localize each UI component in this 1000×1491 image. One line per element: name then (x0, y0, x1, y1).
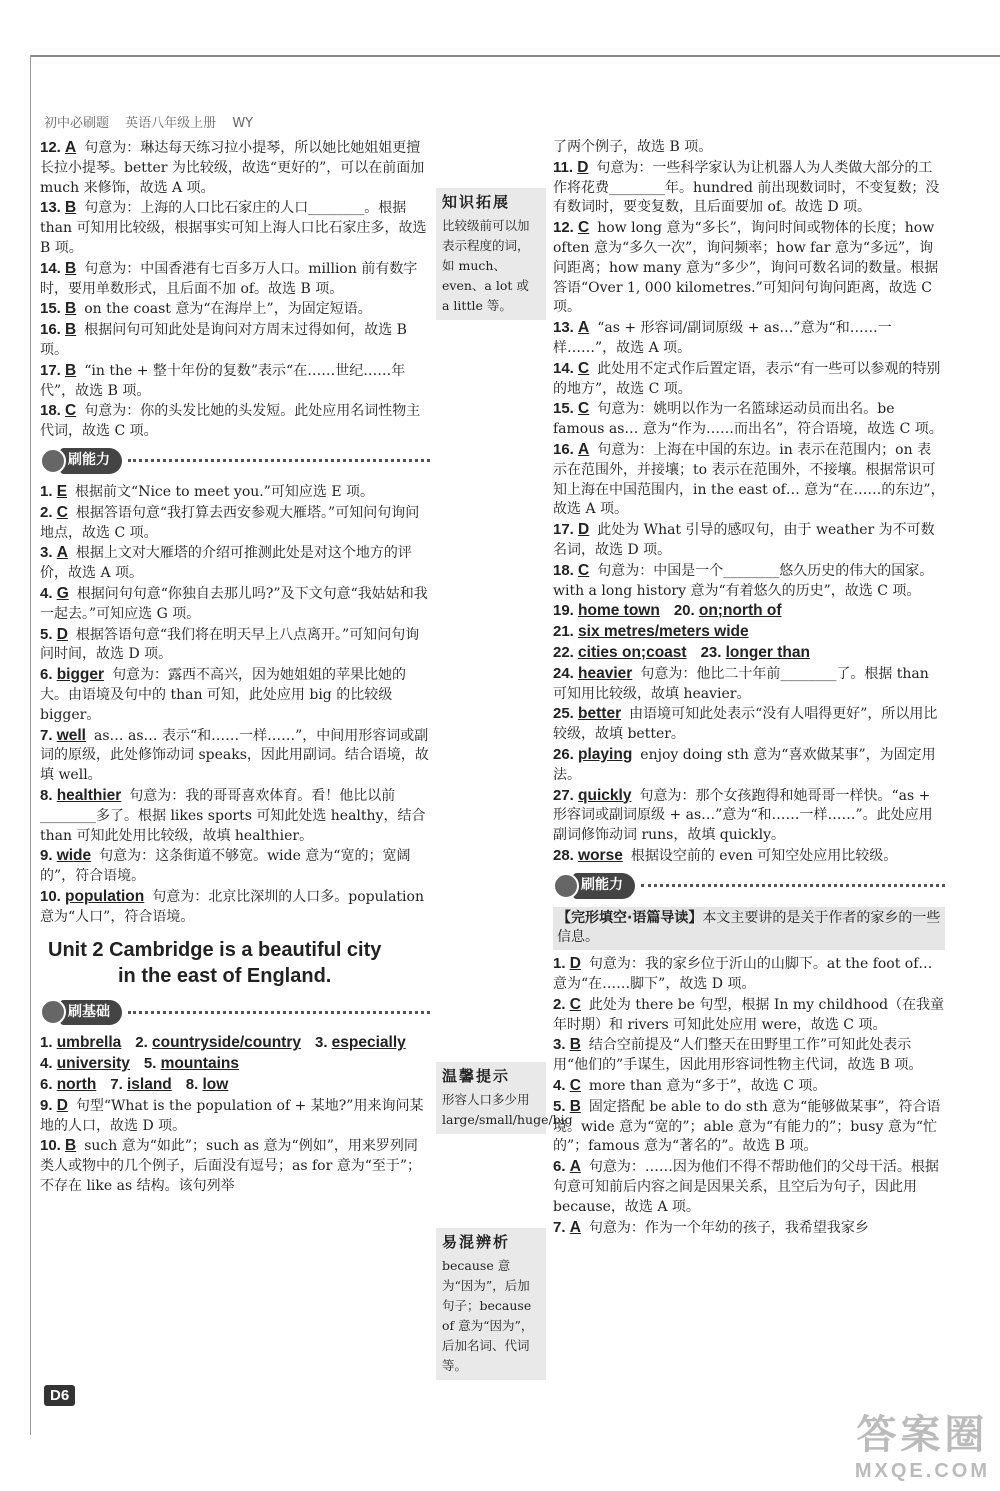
item-answer: B (65, 259, 77, 277)
item-explanation: 句意为：中国是一个________悠久历史的伟大的国家。with a long history 意为“有着悠久的历史”，故选 C 项。 (553, 562, 934, 599)
item-number: 18. (40, 402, 66, 420)
badge-label: 刷能力 (573, 873, 635, 899)
item-answer: mountains (160, 1055, 239, 1073)
item-answer: north (56, 1076, 97, 1094)
side-note-text: because 意为“因为”，后加句子；because of 意为“因为”，后加名词、代词等。 (442, 1258, 534, 1373)
answer-item (553, 218, 945, 318)
side-note-confusable (436, 1228, 546, 1380)
item-number: 5. (553, 1097, 570, 1115)
answer-item (40, 543, 430, 584)
right-column (553, 138, 945, 1238)
fill-row (553, 601, 945, 622)
item-answer: C (569, 995, 581, 1013)
side-note-title: 温馨提示 (442, 1067, 511, 1085)
item-number: 25. (553, 705, 579, 723)
item-number: 1. (553, 955, 570, 973)
answer-item (40, 887, 430, 928)
item-answer: D (56, 1096, 68, 1114)
item-answer: worse (578, 846, 623, 864)
item-answer: C (578, 400, 590, 418)
guide-text: 本文主要讲的是关于作者的家乡的一些信息。 (557, 909, 941, 946)
item-answer: better (578, 705, 622, 723)
basics-word-list (40, 1033, 430, 1095)
page-number: D6 (44, 1385, 75, 1406)
item-number: 3. (40, 544, 57, 562)
item-answer: B (65, 321, 77, 339)
item-number: 3. (314, 1034, 332, 1052)
item-answer: D (56, 625, 68, 643)
reading-guide (553, 907, 945, 951)
item-number: 5. (40, 625, 57, 643)
answer-item (553, 745, 945, 786)
item-explanation: 句意为：他比二十年前________了。根据 than 可知用比较级，故填 heavier。 (553, 665, 929, 702)
item-number: 5. (143, 1055, 161, 1073)
item-answer: A (569, 1158, 581, 1176)
item-number: 9. (40, 1096, 57, 1114)
right-answer-list-3 (553, 954, 945, 1238)
item-explanation: 句意为：我的哥哥喜欢体育。看！他比以前________多了。根据 likes sports 可知此处选 healthy，结合 than 可知此处用比较级，故填 healthier。 (40, 787, 426, 844)
side-note-text: 形容人口多少用 large/small/huge/big (442, 1092, 573, 1127)
item-number: 20. (673, 602, 699, 620)
item-explanation: 此处为 there be 句型，根据 In my childhood（在我童年时期）和 rivers 可知此处应用 were，故选 C 项。 (553, 996, 945, 1033)
item-answer: A (569, 1218, 581, 1236)
answer-item (553, 1157, 945, 1217)
basics-row (40, 1075, 430, 1096)
answer-item (553, 399, 945, 440)
item-number: 27. (553, 786, 579, 804)
item-answer: A (56, 544, 68, 562)
answer-item (553, 561, 945, 602)
item-answer: B (65, 1137, 77, 1155)
site-watermark-logo: 答案圈 MXQE.COM (854, 1413, 990, 1482)
right-answer-list-2 (553, 664, 945, 867)
section-badge-ability-2 (553, 873, 945, 899)
item-answer: C (578, 359, 590, 377)
item-answer: bigger (56, 666, 105, 684)
item-answer: D (578, 521, 590, 539)
item-number: 2. (553, 995, 570, 1013)
item-explanation: 根据设空前的 even 可知空处应用比较级。 (630, 847, 898, 864)
item-answer: university (56, 1055, 130, 1073)
item-number: 10. (40, 1137, 66, 1155)
left-column (40, 138, 430, 1197)
book-name: 英语八年级上册 (125, 116, 217, 131)
basics-row (40, 1033, 430, 1054)
side-note-title: 易混辨析 (442, 1233, 511, 1251)
top-rule (30, 55, 1000, 57)
item-answer: wide (56, 847, 92, 865)
series-name: 初中必刷题 (44, 116, 110, 131)
item-explanation: 句意为：一些科学家认为让机器人为人类做大部分的工作将花费________年。hundred 前出现数词时，不变复数；没有数词时，要变复数，且后面要加 of。故选 D 项。 (553, 159, 940, 216)
item-answer: low (202, 1076, 229, 1094)
item-number: 1. (40, 1034, 57, 1052)
basics-row (40, 1054, 430, 1075)
item-explanation: 根据问句句意“你独自去那儿吗?”及下文句意“我姑姑和我一起去。”可知应选 G 项。 (40, 585, 428, 622)
item-explanation: enjoy doing sth 意为“喜欢做某事”，为固定用法。 (553, 746, 936, 783)
item-number: 15. (40, 300, 66, 318)
answer-item (553, 138, 945, 158)
item-explanation: 句意为：你的头发比她的头发短。此处应用名词性物主代词，故选 C 项。 (40, 403, 421, 440)
answer-item (40, 138, 430, 198)
item-explanation: such 意为“如此”；such as 意为“例如”，用来罗列同类人或物中的几个例子，后面没有逗号；as for 意为“至于”；不存在 like as 结构。该句列举 (40, 1138, 422, 1195)
badge-label: 刷基础 (60, 1000, 122, 1026)
item-answer: countryside/country (151, 1034, 301, 1052)
item-answer: C (569, 1077, 581, 1095)
item-number: 4. (40, 1055, 57, 1073)
answer-item (40, 786, 430, 846)
item-number: 10. (40, 887, 66, 905)
answer-item (40, 665, 430, 725)
item-explanation: 由语境可知此处表示“没有人唱得更好”，所以用比较级，故填 better。 (553, 706, 938, 743)
right-fill-list (553, 601, 945, 663)
item-explanation: 此处用不定式作后置定语，表示“有一些可以参观的特别的地方”，故选 C 项。 (553, 360, 941, 397)
item-number: 6. (40, 1076, 57, 1094)
item-explanation: 根据上文对大雁塔的介绍可推测此处是对这个地方的评价，故选 A 项。 (40, 545, 412, 582)
answer-item (553, 954, 945, 995)
item-explanation: 句意为：我的家乡位于沂山的山脚下。at the foot of… 意为“在……脚下”，故选 D 项。 (553, 956, 933, 993)
item-explanation: 结合空前提及“人们整天在田野里工作”可知此处表示用“他们的”手谋生，因此用形容词性物主代词，故选 B 项。 (553, 1037, 923, 1074)
item-number: 7. (40, 726, 57, 744)
item-answer: six metres/meters wide (578, 623, 749, 641)
answer-item (40, 846, 430, 887)
item-number: 11. (553, 158, 578, 176)
item-explanation: 句意为：琳达每天练习拉小提琴，所以她比她姐姐更擅长拉小提琴。better 为比较级，故选“更好的”，可以在前面加 much 来修饰，故选 A 项。 (40, 140, 425, 196)
item-number: 19. (553, 602, 579, 620)
side-note-title: 知识拓展 (442, 193, 511, 211)
fill-row (553, 643, 945, 664)
item-answer: C (65, 402, 77, 420)
item-number: 3. (553, 1036, 570, 1054)
item-answer: A (65, 139, 77, 156)
item-answer: home town (578, 602, 660, 620)
item-explanation: 句意为：那个女孩跑得和她哥哥一样快。“as + 形容词或副词原级 + as…”意为“和……一样……”。此处应用副词修饰动词 runs，故填 quickly。 (553, 787, 933, 844)
item-number: 7. (110, 1076, 127, 1094)
item-answer: cities on;coast (578, 643, 687, 661)
item-answer: B (569, 1036, 581, 1054)
item-answer: population (65, 887, 145, 905)
book-icon (553, 873, 579, 899)
item-number: 4. (40, 584, 57, 602)
side-note-knowledge (436, 188, 546, 320)
item-number: 8. (185, 1076, 203, 1094)
item-answer: well (56, 726, 86, 744)
item-number: 16. (40, 321, 66, 339)
answer-item (553, 318, 945, 359)
item-answer: B (569, 1097, 581, 1115)
answer-item (40, 503, 430, 544)
item-number: 28. (553, 846, 579, 864)
item-answer: C (56, 503, 68, 521)
item-explanation: 根据答语句意“我打算去西安参观大雁塔。”可知问句询问地点，故选 C 项。 (40, 504, 420, 541)
item-number: 26. (553, 745, 579, 763)
item-number: 6. (553, 1158, 570, 1176)
item-answer: especially (331, 1034, 406, 1052)
item-number: 24. (553, 664, 579, 682)
item-number: 1. (40, 482, 57, 500)
answer-item (553, 786, 945, 846)
item-explanation: 句意为：……因为他们不得不帮助他们的父母干活。根据句意可知前后内容之间是因果关系，且空后为句子，因此用 because，故选 A 项。 (553, 1159, 939, 1215)
item-answer: B (65, 300, 77, 318)
item-answer: heavier (578, 664, 633, 682)
item-number: 14. (553, 359, 579, 377)
answer-item (40, 361, 430, 402)
item-number: 15. (553, 400, 579, 418)
book-icon (40, 448, 66, 474)
item-explanation: on the coast 意为“在海岸上”，为固定短语。 (84, 301, 372, 318)
answer-item (553, 1097, 945, 1157)
item-number: 12. (553, 219, 579, 237)
answer-item (553, 158, 945, 218)
badge-label: 刷能力 (60, 448, 122, 474)
item-explanation: 句意为：姚明以作为一名篮球运动员而出名。be famous as… 意为“作为……而出名”，符合语境，故选 C 项。 (553, 401, 943, 438)
answer-item (40, 625, 430, 666)
item-explanation: as… as… 表示“和……一样……”，中间用形容词或副词的原级，此处修饰动词 speaks，因此用副词。结合语境，故填 well。 (40, 727, 429, 784)
answer-item (553, 995, 945, 1036)
item-explanation: 句意为：上海在中国的东边。in 表示在范围内；on 表示在范围外，并接壤；to 表示在范围外，不接壤。根据常识可知上海在中国范围内，in the east of… 意为“在……的东边”，故选 A 项。 (553, 441, 945, 518)
unit-title: Unit 2 Cambridge is a beautiful city in the east of England. (48, 939, 382, 988)
item-number: 17. (40, 361, 66, 379)
answer-item (40, 584, 430, 625)
item-number: 6. (40, 666, 57, 684)
item-answer: B (65, 199, 77, 217)
item-explanation: 根据问句可知此处是询问对方周末过得如何，故选 B 项。 (40, 322, 407, 358)
fill-row (553, 622, 945, 643)
answer-item (40, 401, 430, 442)
answer-item (40, 198, 430, 258)
item-explanation: 句意为：中国香港有七百多万人口。million 前有数字时，要用单数形式，且后面不加 of。故选 B 项。 (40, 260, 418, 297)
item-number: 4. (553, 1077, 570, 1095)
item-number: 8. (40, 786, 57, 804)
left-answer-list-3 (40, 1096, 430, 1197)
item-answer: C (578, 561, 590, 579)
item-number: 14. (40, 259, 66, 277)
item-number: 2. (40, 503, 57, 521)
answer-item (40, 482, 430, 503)
item-number: 13. (553, 319, 579, 337)
item-number: 9. (40, 847, 57, 865)
answer-item (40, 726, 430, 786)
right-answer-list-1 (553, 138, 945, 601)
item-number: 16. (553, 440, 579, 458)
answer-item (553, 1035, 945, 1076)
item-explanation: 固定搭配 be able to do sth 意为“能够做某事”，符合语境。wide 意为“宽的”；able 意为“有能力的”；busy 意为“忙的”；famous 意为“著名的”。故选 B 项。 (553, 1098, 941, 1155)
answer-item (553, 359, 945, 400)
guide-label: 【完形填空·语篇导读】 (557, 909, 703, 926)
item-answer: island (126, 1076, 172, 1094)
item-number: 21. (553, 623, 579, 641)
item-number: 18. (553, 561, 579, 579)
item-number: 17. (553, 521, 579, 539)
item-answer: longer than (725, 643, 810, 661)
answer-item (40, 320, 430, 361)
item-number: 2. (135, 1034, 152, 1052)
left-answer-list-2 (40, 482, 430, 928)
item-number: 23. (700, 643, 726, 661)
item-explanation: 句意为：露西不高兴，因为她姐姐的苹果比她的大。由语境及句中的 than 可知，此处应用 big 的比较级 bigger。 (40, 667, 407, 723)
item-answer: G (56, 584, 69, 602)
answer-item (553, 704, 945, 745)
item-answer: on;north of (698, 602, 782, 620)
answer-item (553, 664, 945, 705)
item-answer: healthier (56, 786, 122, 804)
answer-item (553, 520, 945, 561)
item-explanation: 了两个例子，故选 B 项。 (553, 139, 713, 155)
running-header (44, 112, 265, 131)
item-number: 7. (553, 1218, 570, 1236)
item-answer: D (569, 955, 581, 973)
answer-item (40, 1096, 430, 1137)
item-explanation: 句意为：这条街道不够宽。wide 意为“宽的；宽阔的”，符合语境。 (40, 848, 411, 885)
item-explanation: 句意为：上海的人口比石家庄的人口________。根据 than 可知用比较级，根据事实可知上海人口比石家庄多，故选 B 项。 (40, 200, 427, 256)
answer-item (553, 440, 945, 520)
item-answer: playing (578, 745, 633, 763)
item-explanation: “in the + 整十年份的复数”表示“在……世纪……年代”，故选 B 项。 (40, 362, 406, 399)
item-answer: A (578, 319, 590, 337)
answer-item (40, 1136, 430, 1196)
answer-item (40, 259, 430, 300)
left-rule (30, 55, 31, 1435)
edition: WY (232, 116, 254, 131)
section-badge-basics (40, 999, 430, 1025)
left-answer-list-1 (40, 138, 430, 442)
section-badge-ability (40, 448, 430, 474)
item-answer: E (56, 482, 68, 500)
item-number: 22. (553, 643, 579, 661)
item-explanation: “as + 形容词/副词原级 + as…”意为“和……一样……”，故选 A 项。 (553, 320, 892, 356)
item-explanation: more than 意为“多于”，故选 C 项。 (588, 1078, 827, 1095)
item-explanation: 根据前文“Nice to meet you.”可知应选 E 项。 (75, 483, 375, 500)
item-number: 13. (40, 199, 66, 217)
item-explanation: 句意为：北京比深圳的人口多。population 意为“人口”，符合语境。 (40, 888, 424, 925)
item-answer: D (577, 158, 589, 176)
answer-item (553, 1218, 945, 1239)
item-answer: umbrella (56, 1034, 122, 1052)
item-explanation: 此处为 What 引导的感叹句，由于 weather 为不可数名词，故选 D 项。 (553, 522, 935, 558)
answer-item (553, 846, 945, 867)
item-explanation: how long 意为“多长”，询问时间或物体的长度；how often 意为“多久一次”，询问频率；how far 意为“多远”，询问距离；how many 意为“多少”，询问可数名词的数量。根据答语“Over 1, 000 kilometres.”可知问句询问距离，故选 C 项。 (553, 220, 939, 316)
side-note-text: 比较级前可以加表示程度的词，如 much、even、a lot 或 a little 等。 (442, 218, 530, 313)
item-answer: A (578, 440, 590, 458)
side-note-tip (436, 1062, 573, 1134)
item-answer: quickly (578, 786, 632, 804)
item-answer: C (578, 219, 590, 237)
answer-item (553, 1076, 945, 1097)
answer-item (40, 299, 430, 320)
item-explanation: 根据答语句意“我们将在明天早上八点离开。”可知问句询问时间，故选 D 项。 (40, 626, 420, 663)
item-answer: B (65, 361, 77, 379)
item-number: 12. (40, 139, 66, 156)
item-explanation: 句意为：作为一个年幼的孩子，我希望我家乡 (588, 1219, 869, 1236)
item-explanation: 句型“What is the population of + 某地?”用来询问某地的人口，故选 D 项。 (40, 1097, 424, 1134)
